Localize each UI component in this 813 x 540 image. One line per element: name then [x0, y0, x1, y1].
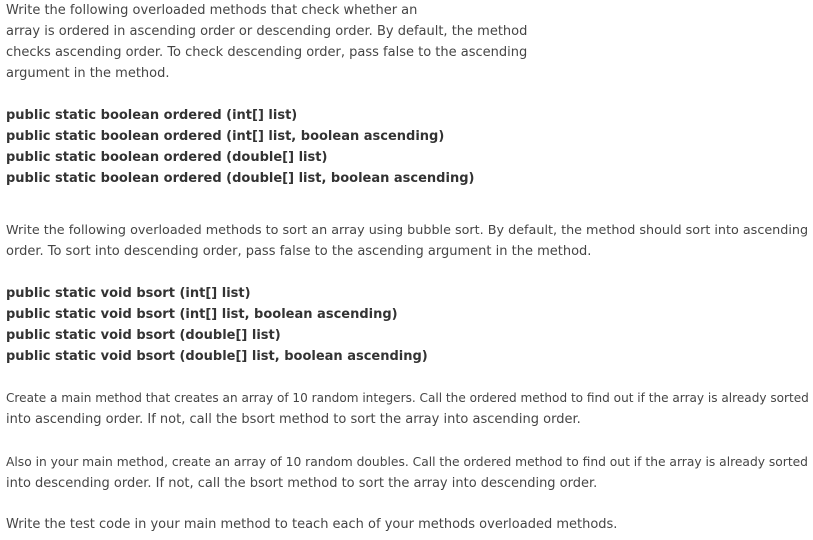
intro-line: checks ascending order. To check descending order, pass false to the ascending [6, 45, 528, 60]
intro-line: argument in the method. [6, 66, 170, 81]
ordered-signature: public static boolean ordered (double[] list, boolean ascending) [6, 171, 475, 186]
ordered-signature: public static boolean ordered (int[] list, boolean ascending) [6, 129, 445, 144]
intro-line: array is ordered in ascending order or descending order. By default, the method [6, 24, 528, 39]
closing-line: Write the test code in your main method to teach each of your methods overloaded methods. [6, 517, 618, 532]
main-doubles-line: into descending order. If not, call the bsort method to sort the array into descending order. [6, 476, 598, 491]
bsort-signature: public static void bsort (int[] list) [6, 286, 251, 301]
bsort-signature: public static void bsort (int[] list, boolean ascending) [6, 307, 398, 322]
main-integers-line: Create a main method that creates an array of 10 random integers. Call the ordered method to find out if the array is already sorted [6, 391, 809, 405]
bsort-signature: public static void bsort (double[] list, boolean ascending) [6, 349, 428, 364]
bsort-intro-line: Write the following overloaded methods to sort an array using bubble sort. By default, the method should sort into ascending [6, 223, 809, 238]
bsort-signature: public static void bsort (double[] list) [6, 328, 281, 343]
ordered-signature: public static boolean ordered (int[] list) [6, 108, 298, 123]
intro-line: Write the following overloaded methods that check whether an [6, 3, 418, 18]
main-integers-line: into ascending order. If not, call the bsort method to sort the array into ascending order. [6, 412, 581, 427]
bsort-intro-line: order. To sort into descending order, pass false to the ascending argument in the method. [6, 244, 592, 259]
ordered-signature: public static boolean ordered (double[] list) [6, 150, 328, 165]
main-doubles-line: Also in your main method, create an array of 10 random doubles. Call the ordered method to find out if the array is already sorted [6, 455, 808, 469]
